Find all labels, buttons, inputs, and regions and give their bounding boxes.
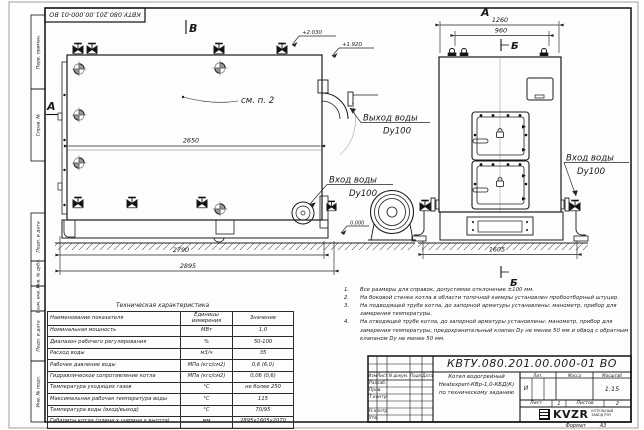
tech-row: Номинальная мощность МВт 1,0 (48, 326, 294, 337)
elevation-2030: +2.030 (302, 30, 322, 36)
sig-header-docnum: N докум. (388, 373, 409, 378)
note-item: 3. На подводящей трубе котла, до запорной арматуры установлены: манометр, прибор для замерения температуры. (344, 303, 617, 318)
tech-table (47, 311, 294, 429)
dim-2650: 2650 (182, 136, 200, 145)
valve-icon (73, 44, 83, 54)
dim-2790: 2790 (172, 246, 190, 254)
view-marker-b: В (189, 22, 198, 35)
tech-header-value: Значение (233, 312, 294, 326)
lifting-lug-icon (460, 48, 468, 55)
dimensions (60, 21, 577, 275)
company-logo (522, 407, 630, 421)
ground-line (55, 243, 588, 250)
sheets-label: Листов (576, 401, 594, 406)
front-right-pipe (561, 198, 588, 241)
section-marker-b-top: Б (511, 41, 519, 52)
kvzr-logo-icon (539, 409, 550, 420)
sheet-number: 1 (557, 401, 561, 407)
dim-960: 960 (494, 26, 508, 35)
see-note-annotation: см. п. 2 (241, 96, 275, 106)
control-panel (527, 78, 553, 100)
stamp-podp-data-1: Подп. и дата (36, 221, 42, 253)
dim-1260: 1260 (491, 16, 509, 24)
stamp-podp-data-2: Подп. и дата (36, 320, 42, 352)
mass-header: Масса (567, 372, 582, 378)
sig-row-nkontr: Н.контр. (369, 409, 389, 414)
tech-row: Рабочее давление воды МПа (кгс/см2) 0,6 (6,0) (48, 360, 294, 371)
stamp-sprav-n: Справ. № (36, 113, 42, 137)
tech-row: Расход воды м3/ч 35 (48, 348, 294, 359)
outlet-water-label: Выход воды (363, 113, 418, 124)
kvzr-logo-subtext: КОТЕЛЬНЫЙ ЗАВОД РЭП (591, 409, 614, 417)
tech-row: Диапазон рабочего регулирования % 50-100 (48, 337, 294, 348)
format-note (540, 423, 632, 429)
tech-header-name: Наименование показателя (48, 312, 181, 326)
elevation-1920: +1.920 (342, 42, 362, 48)
title-block-doc-number: КВТУ.080.201.00.000-01 ВО (447, 357, 617, 370)
target-icon (72, 108, 87, 123)
target-icon (213, 61, 228, 76)
tech-row: Температура воды (вход/выход) °С 70/95 (48, 405, 294, 416)
boiler-front-view (412, 48, 588, 241)
sheets-total: 2 (615, 401, 620, 407)
upper-door (472, 112, 529, 160)
note-item: 4. На отводящей трубе котла, до запорной арматуры установлены: манометр, прибор для замерения температуры, предохранительный клапан Dy не менее 50 мм и обвод с обратным клапаном Dy не менее 50 мм. (344, 319, 629, 342)
dim-2895: 2895 (179, 262, 197, 270)
valve-icon (214, 44, 224, 54)
inlet-right-water-label: Вход воды (566, 153, 614, 164)
sig-row-prov: Пров. (369, 388, 382, 393)
sig-header-list: Лист (377, 373, 388, 378)
note-item: 2. На боковой стенке котла в области топочной камеры установлен пробоотборный штуцер. (344, 295, 620, 302)
format-value: А3 (599, 422, 607, 429)
valve-icon (87, 44, 97, 54)
sig-row-tkontr: Т.контр. (369, 395, 389, 400)
target-icon (213, 202, 228, 217)
product-name-line1: Котел водогрейный (448, 374, 505, 380)
target-icon (72, 156, 87, 171)
target-icon (72, 62, 87, 77)
scale-header: Масштаб (602, 372, 622, 378)
kvzr-logo-text: KVZR (552, 407, 589, 421)
valve-icon (127, 198, 137, 208)
outlet-dn-label: Dy100 (383, 126, 412, 137)
inlet-water-label: Вход воды (329, 175, 377, 186)
tech-header-row (48, 312, 294, 326)
lit-value: И (523, 385, 529, 392)
front-left-pipe (412, 198, 439, 241)
valve-icon (73, 198, 83, 208)
tech-row: Максимальная рабочая температура воды °С 115 (48, 394, 294, 405)
notes-block (338, 286, 632, 343)
inlet-flange (292, 196, 336, 228)
lifting-lug-icon (448, 48, 456, 55)
tech-row: Гидравлическое сопротивление котла МПа (кгс/см2) 0,06 (0,6) (48, 371, 294, 382)
elevation-marks (292, 36, 374, 235)
front-base (440, 212, 563, 240)
stamp-perv-primen: Перв. примен. (36, 34, 42, 70)
outlet-label-group (350, 108, 430, 137)
tech-row: Температура уходящих газов °С не более 250 (48, 382, 294, 393)
valve-icon (570, 201, 580, 211)
rotated-doc-number: КВТУ.080.201.00.000-01 ВО (49, 10, 141, 19)
elevation-0000: 0.000 (350, 220, 365, 227)
inlet-dn-label: Dy100 (349, 189, 378, 199)
product-name (434, 374, 519, 397)
tech-header-units: Единицы измерения (181, 312, 233, 326)
sig-header-data: Дата (422, 373, 433, 378)
sig-header-podp: Подп. (410, 373, 423, 378)
sig-row-razrab: Разраб. (369, 381, 387, 386)
inlet-right-dn-label: Dy100 (577, 167, 606, 177)
valve-icon (277, 44, 287, 54)
lower-door (472, 161, 529, 209)
tech-characteristics (47, 302, 286, 429)
product-name-line2: Heatexpert-КВр-1,0-КБД(К) (438, 381, 515, 388)
sig-header-izm: Изм (368, 373, 377, 378)
section-marker-b-bottom: Б (510, 278, 518, 289)
stamp-inv-dubl: Инв. № дубл. (36, 258, 42, 289)
sheet-label: Лист (530, 401, 542, 406)
section-marker-a-side: А (47, 100, 56, 113)
stamp-vzam-inv: Взам. инв. № (36, 283, 42, 314)
tech-table-title: Техническая характеристика (115, 302, 210, 309)
tech-row: Габариты котла (длина х ширина х высота) мм 2895х1605х2070 (48, 417, 294, 428)
lifting-lug-icon (540, 48, 548, 55)
view-marker-a-top: А (481, 6, 490, 19)
sig-row-utv: Утв. (369, 416, 379, 421)
product-name-line3: по техническому заданию (439, 389, 514, 396)
valve-icon (420, 201, 430, 211)
scale-value: 1:15 (604, 385, 620, 393)
valve-icon (197, 198, 207, 208)
lit-header: Лит. (533, 372, 543, 378)
boiler-side-view (58, 44, 416, 243)
note-item: 1. Все размеры для справок, допустимое отклонение ±100 мм. (344, 287, 535, 293)
format-label: Формат (565, 422, 586, 429)
dim-1605: 1605 (488, 245, 506, 254)
inlet-right-label-group (564, 154, 629, 197)
stamp-inv-podl: Инв. № подл. (36, 375, 42, 408)
